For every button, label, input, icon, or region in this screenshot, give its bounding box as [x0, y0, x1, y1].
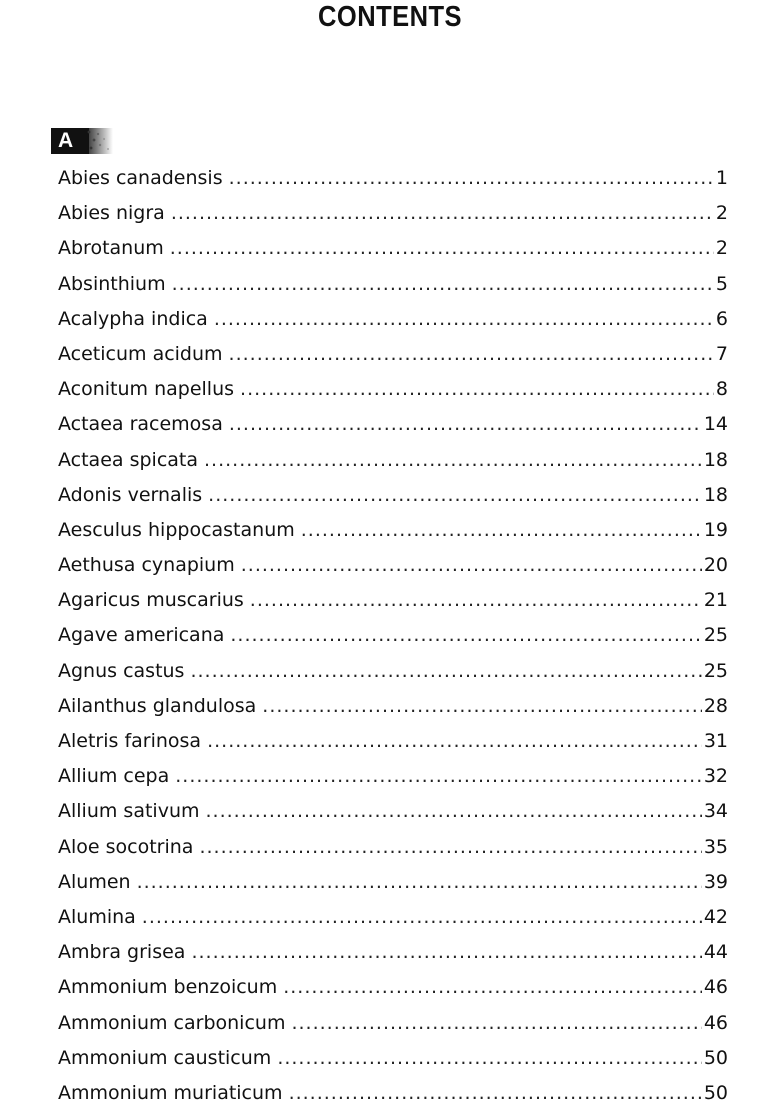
toc-entry[interactable]	[58, 302, 728, 337]
dot-leader	[142, 900, 702, 935]
toc-entry-name: Actaea racemosa	[58, 413, 223, 436]
dot-leader	[229, 407, 702, 442]
toc-entry[interactable]	[58, 196, 728, 231]
toc-entry-name: Allium sativum	[58, 800, 200, 823]
toc-entry-page: 50	[703, 1081, 728, 1104]
toc-entry-page: 18	[703, 483, 728, 506]
toc-entry[interactable]	[58, 407, 728, 442]
dot-leader	[137, 865, 702, 900]
toc-entry[interactable]	[58, 513, 728, 548]
toc-entry[interactable]	[58, 794, 728, 829]
toc-entry-page: 34	[703, 800, 728, 823]
dot-leader	[170, 231, 714, 266]
toc-entry-name: Ambra grisea	[58, 941, 186, 964]
dot-leader	[206, 794, 702, 829]
toc-entry[interactable]	[58, 865, 728, 900]
toc-entry-name: Alumina	[58, 905, 136, 928]
toc-entry[interactable]	[58, 372, 728, 407]
toc-entry-name: Aconitum napellus	[58, 378, 235, 401]
section-badge	[51, 128, 89, 154]
toc-entry-name: Aletris farinosa	[58, 730, 202, 752]
dot-leader	[241, 548, 702, 583]
toc-entry-page: 18	[703, 448, 728, 471]
toc-entry-page: 42	[703, 905, 728, 928]
dot-leader	[171, 196, 714, 231]
toc-entry[interactable]	[58, 970, 728, 1005]
toc-entry-page: 1	[715, 167, 728, 189]
toc-list	[58, 161, 728, 1111]
section-badge-fade	[87, 128, 113, 154]
toc-entry-name: Ailanthus glandulosa	[58, 694, 257, 717]
toc-entry-page: 14	[703, 413, 728, 436]
toc-entry[interactable]	[58, 337, 728, 372]
dot-leader	[229, 161, 714, 196]
toc-entry[interactable]	[58, 1041, 728, 1076]
toc-entry-page: 46	[703, 1011, 728, 1034]
toc-entry-name: Ammonium carbonicum	[58, 1011, 286, 1034]
dot-leader	[301, 513, 702, 548]
toc-entry-name: Allium cepa	[58, 765, 170, 788]
toc-entry-name: Acalypha indica	[58, 307, 208, 330]
dot-leader	[207, 724, 702, 759]
dot-leader	[277, 1041, 702, 1076]
dot-leader	[229, 337, 714, 372]
toc-entry-name: Abies nigra	[58, 202, 165, 225]
toc-entry-name: Abrotanum	[58, 237, 164, 260]
dot-leader	[240, 372, 714, 407]
toc-entry-page: 39	[703, 870, 728, 893]
toc-entry[interactable]	[58, 231, 728, 266]
toc-entry-page: 6	[715, 307, 728, 330]
toc-entry-page: 32	[703, 765, 728, 788]
toc-entry[interactable]	[58, 935, 728, 970]
dot-leader	[289, 1076, 702, 1111]
toc-entry-name: Actaea spicata	[58, 448, 198, 471]
dot-leader	[283, 970, 702, 1005]
toc-entry-page: 28	[703, 694, 728, 717]
toc-entry-name: Ammonium benzoicum	[58, 976, 278, 999]
dot-leader	[208, 478, 702, 513]
dot-leader	[191, 935, 701, 970]
dot-leader	[250, 583, 702, 618]
toc-entry-page: 46	[703, 976, 728, 999]
toc-entry-name: Absinthium	[58, 272, 166, 295]
toc-entry[interactable]	[58, 618, 728, 653]
toc-entry-page: 2	[715, 237, 728, 260]
toc-entry[interactable]	[58, 900, 728, 935]
dot-leader	[175, 759, 702, 794]
toc-entry-name: Aceticum acidum	[58, 342, 223, 365]
toc-entry-name: Agnus castus	[58, 659, 185, 682]
toc-entry-page: 25	[703, 624, 728, 647]
toc-entry[interactable]	[58, 1006, 728, 1041]
toc-entry-name: Aethusa cynapium	[58, 554, 235, 577]
dot-leader	[262, 689, 702, 724]
toc-entry-page: 2	[715, 202, 728, 225]
toc-entry-name: Abies canadensis	[58, 167, 223, 189]
toc-entry-name: Ammonium muriaticum	[58, 1081, 283, 1104]
toc-entry[interactable]	[58, 830, 728, 865]
toc-entry[interactable]	[58, 724, 728, 759]
page-title: CONTENTS	[318, 1, 462, 33]
toc-entry-name: Adonis vernalis	[58, 483, 203, 506]
toc-entry-name: Aesculus hippocastanum	[58, 518, 295, 541]
dot-leader	[214, 302, 714, 337]
toc-entry-page: 20	[703, 554, 728, 577]
toc-entry-name: Aloe socotrina	[58, 835, 194, 858]
dot-leader	[204, 443, 702, 478]
toc-entry-name: Alumen	[58, 870, 131, 893]
toc-entry-name: Agaricus muscarius	[58, 589, 244, 612]
dot-leader	[230, 618, 701, 653]
toc-entry[interactable]	[58, 267, 728, 302]
toc-entry[interactable]	[58, 1076, 728, 1111]
toc-entry-page: 25	[703, 659, 728, 682]
dot-leader	[291, 1006, 701, 1041]
toc-entry-page: 35	[703, 835, 728, 858]
toc-entry-page: 19	[703, 518, 728, 541]
toc-entry[interactable]	[58, 583, 728, 618]
toc-entry-name: Ammonium causticum	[58, 1046, 272, 1069]
toc-entry[interactable]	[58, 161, 728, 196]
section-letter: A	[58, 129, 74, 152]
toc-entry-page: 8	[715, 378, 728, 401]
toc-entry-page: 7	[715, 342, 728, 365]
toc-entry-page: 31	[703, 730, 728, 752]
toc-entry[interactable]	[58, 478, 728, 513]
dot-leader	[190, 654, 701, 689]
toc-entry-page: 5	[715, 272, 728, 295]
dot-leader	[199, 830, 701, 865]
toc-entry[interactable]	[58, 443, 728, 478]
toc-entry-name: Agave americana	[58, 624, 225, 647]
toc-entry[interactable]	[58, 548, 728, 583]
toc-entry[interactable]	[58, 689, 728, 724]
toc-entry-page: 21	[703, 589, 728, 612]
toc-entry-page: 44	[703, 941, 728, 964]
dot-leader	[172, 267, 714, 302]
toc-entry[interactable]	[58, 759, 728, 794]
toc-entry[interactable]	[58, 654, 728, 689]
toc-entry-page: 50	[703, 1046, 728, 1069]
